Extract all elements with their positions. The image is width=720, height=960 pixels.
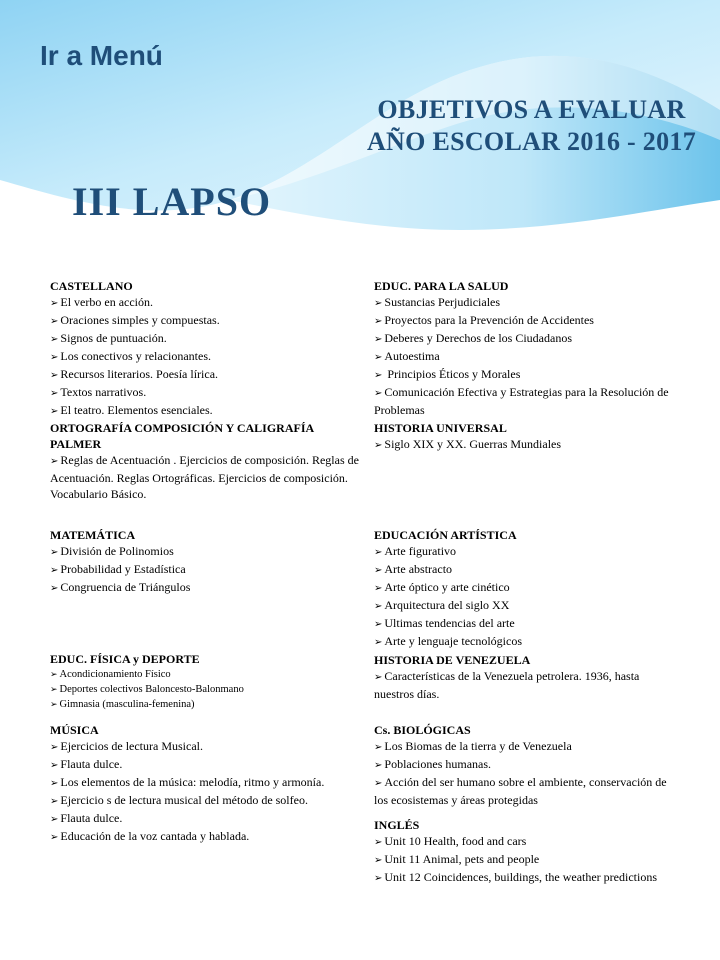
section-educ-salud	[374, 278, 680, 418]
list-item: ➢ Deportes colectivos Baloncesto-Balonmano	[50, 682, 360, 697]
section-heading: HISTORIA UNIVERSAL	[374, 421, 507, 435]
list-item: ➢ Acondicionamiento Físico	[50, 667, 360, 682]
list-item: ➢ Poblaciones humanas.	[374, 756, 680, 774]
list-item: ➢ Los Biomas de la tierra y de Venezuela	[374, 738, 680, 756]
list-item: ➢ Ultimas tendencias del arte	[374, 615, 680, 633]
list-item: ➢ Principios Éticos y Morales	[374, 366, 680, 384]
list-item: ➢ Recursos literarios. Poesía lírica.	[50, 366, 360, 384]
section-historia-venezuela	[374, 652, 680, 702]
list-item: ➢ Arquitectura del siglo XX	[374, 597, 680, 615]
section-historia-universal	[374, 420, 680, 454]
list-item: ➢ Unit 10 Health, food and cars	[374, 833, 680, 851]
section-heading: EDUC. PARA LA SALUD	[374, 279, 509, 293]
list-item: ➢ División de Polinomios	[50, 543, 360, 561]
section-heading: Cs. BIOLÓGICAS	[374, 723, 471, 737]
list-item: ➢ Los elementos de la música: melodía, ritmo y armonía.	[50, 774, 360, 792]
list-item: ➢ Características de la Venezuela petrolera. 1936, hasta nuestros días.	[374, 668, 680, 702]
section-educ-artistica	[374, 527, 680, 651]
section-ortografia	[50, 420, 360, 502]
list-item: ➢ Unit 11 Animal, pets and people	[374, 851, 680, 869]
list-item: ➢ Siglo XIX y XX. Guerras Mundiales	[374, 436, 680, 454]
list-item: ➢ Reglas de Acentuación . Ejercicios de composición. Reglas de Acentuación. Reglas Ortográficas. Ejercicios de composición. Vocabulario Básico.	[50, 452, 360, 502]
section-castellano	[50, 278, 360, 420]
list-item: ➢ Los conectivos y relacionantes.	[50, 348, 360, 366]
section-ingles	[374, 817, 680, 887]
list-item: ➢ Flauta dulce.	[50, 810, 360, 828]
section-musica	[50, 722, 360, 846]
section-heading: INGLÉS	[374, 818, 420, 832]
section-heading: EDUCACIÓN ARTÍSTICA	[374, 528, 517, 542]
list-item: ➢ El teatro. Elementos esenciales.	[50, 402, 360, 420]
list-item: ➢ Arte abstracto	[374, 561, 680, 579]
list-item: ➢ Acción del ser humano sobre el ambiente, conservación de los ecosistemas y áreas protegidas	[374, 774, 680, 808]
list-item: ➢ Sustancias Perjudiciales	[374, 294, 680, 312]
section-matematica	[50, 527, 360, 597]
heading-line-1: ORTOGRAFÍA COMPOSICIÓN Y CALIGRAFÍA	[50, 421, 315, 435]
list-item: ➢ Oraciones simples y compuestas.	[50, 312, 360, 330]
title-line-1: OBJETIVOS A EVALUAR	[377, 95, 686, 124]
list-item: ➢ Arte y lenguaje tecnológicos	[374, 633, 680, 651]
list-item: ➢ Arte óptico y arte cinético	[374, 579, 680, 597]
section-heading	[50, 420, 360, 452]
list-item: ➢ El verbo en acción.	[50, 294, 360, 312]
section-heading: CASTELLANO	[50, 279, 133, 293]
section-heading: EDUC. FÍSICA y DEPORTE	[50, 652, 200, 666]
list-item: ➢ Unit 12 Coincidences, buildings, the weather predictions	[374, 869, 680, 887]
list-item: ➢ Comunicación Efectiva y Estrategias para la Resolución de Problemas	[374, 384, 680, 418]
list-item: ➢ Flauta dulce.	[50, 756, 360, 774]
list-item: ➢ Ejercicios de lectura Musical.	[50, 738, 360, 756]
list-item: ➢ Autoestima	[374, 348, 680, 366]
list-item: ➢ Congruencia de Triángulos	[50, 579, 360, 597]
lapso-heading: III LAPSO	[72, 179, 272, 224]
list-item: ➢ Signos de puntuación.	[50, 330, 360, 348]
heading-line-2: PALMER	[50, 437, 102, 451]
menu-link[interactable]: Ir a Menú	[40, 40, 163, 71]
list-item: ➢ Gimnasia (masculina-femenina)	[50, 697, 360, 712]
list-item: ➢ Ejercicio s de lectura musical del método de solfeo.	[50, 792, 360, 810]
list-item: ➢ Textos narrativos.	[50, 384, 360, 402]
list-item: ➢ Deberes y Derechos de los Ciudadanos	[374, 330, 680, 348]
section-heading: HISTORIA DE VENEZUELA	[374, 653, 531, 667]
list-item: ➢ Probabilidad y Estadística	[50, 561, 360, 579]
section-heading: MÚSICA	[50, 723, 99, 737]
page-title	[367, 94, 696, 158]
list-item: ➢ Educación de la voz cantada y hablada.	[50, 828, 360, 846]
section-educ-fisica	[50, 652, 360, 712]
list-item: ➢ Proyectos para la Prevención de Accidentes	[374, 312, 680, 330]
list-item: ➢ Arte figurativo	[374, 543, 680, 561]
title-line-2: AÑO ESCOLAR 2016 - 2017	[366, 127, 696, 156]
section-biologicas	[374, 722, 680, 808]
section-heading: MATEMÁTICA	[50, 528, 136, 542]
